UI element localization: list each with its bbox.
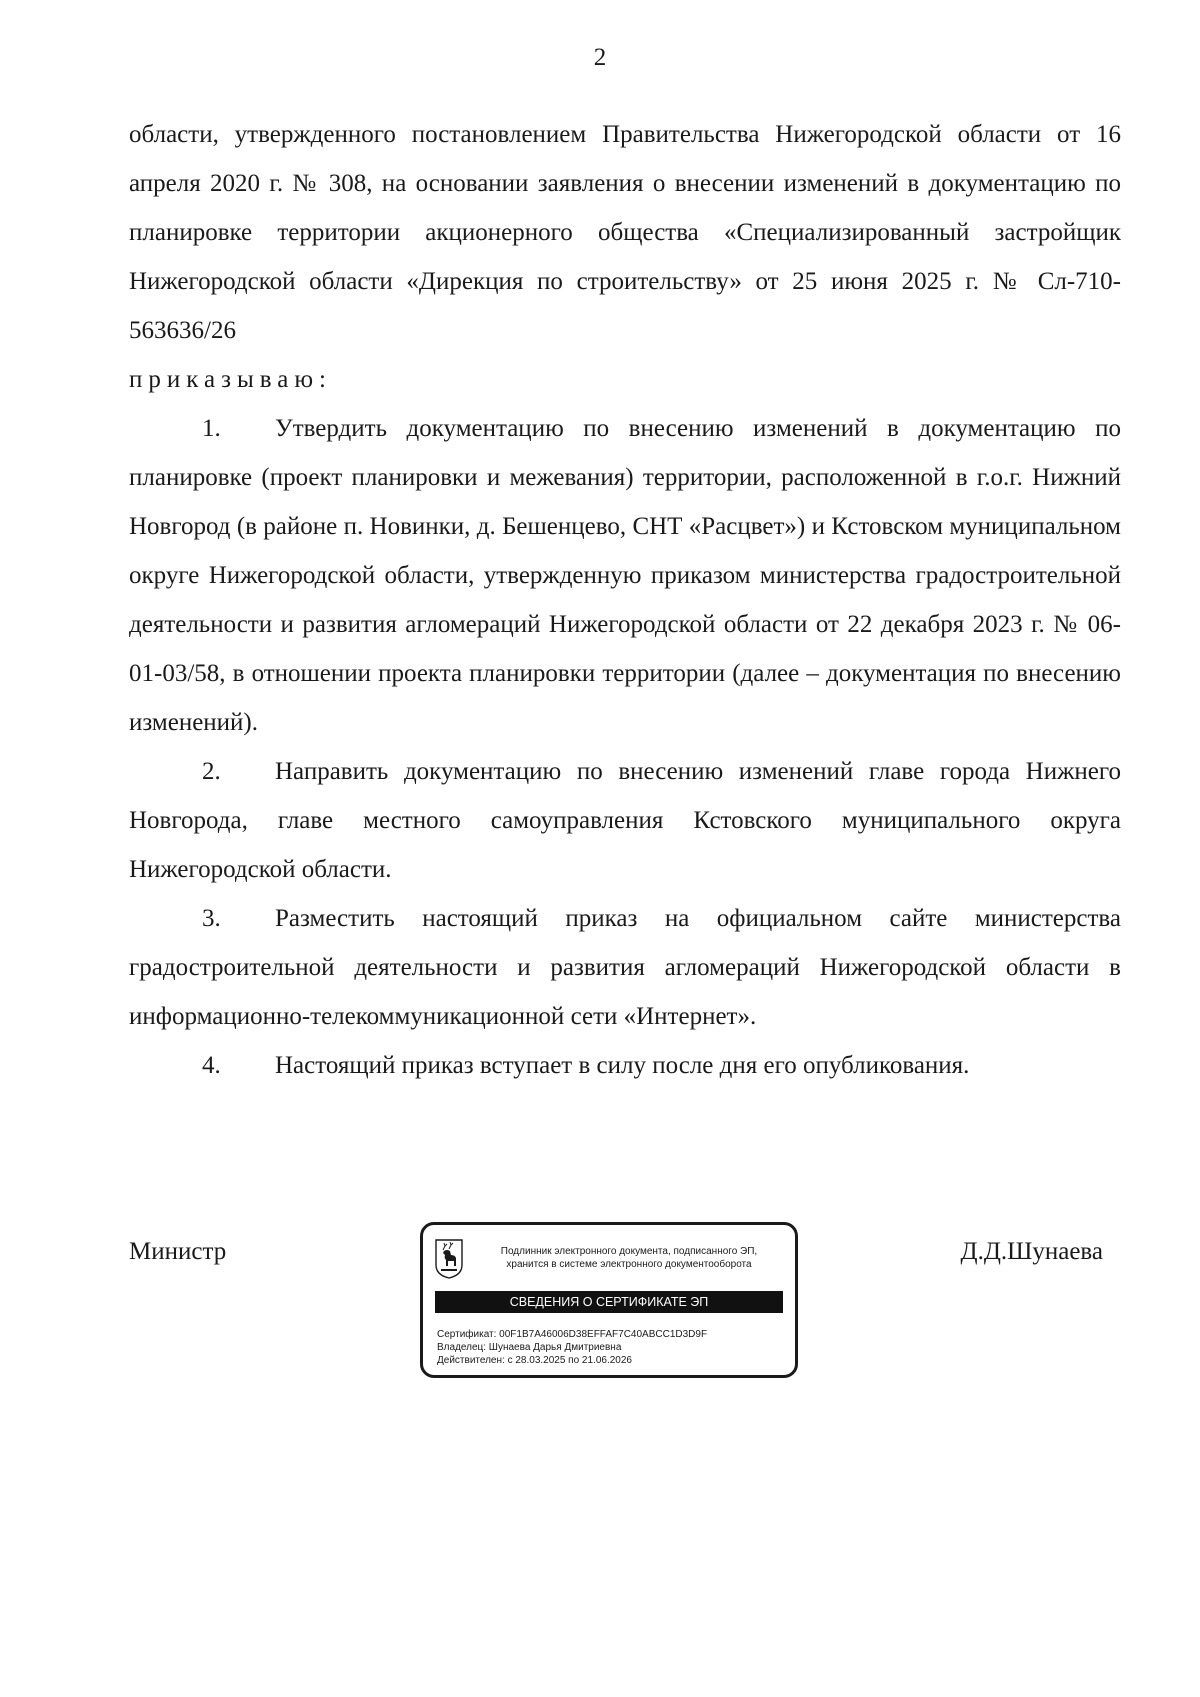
signatory-name: Д.Д.Шунаева (960, 1238, 1103, 1265)
intro-paragraph: области, утвержденного постановлением Правительства Нижегородской области от 16 апреля 2020 г. № 308, на основании заявления о внесении изменений в документацию по планировке территории акционерного общества «Специализированный застройщик Нижегородской области «Дирекция по строительству» от 25 июня 2025 г. № Сл-710-563636/26 (129, 121, 1121, 344)
page-number: 2 (593, 44, 607, 71)
signatory-title: Министр (129, 1238, 227, 1265)
order-item-text: Настоящий приказ вступает в силу после дня его опубликования. (275, 1052, 970, 1079)
certificate-details (437, 1328, 707, 1367)
order-item-3 (129, 894, 1121, 1041)
electronic-signature-stamp (420, 1222, 798, 1378)
stamp-notice: Подлинник электронного документа, подписанного ЭП, хранится в системе электронного документооборота (500, 1246, 758, 1270)
order-item-2 (129, 747, 1121, 894)
order-item-number: 3. (202, 905, 221, 932)
signature-block (129, 1222, 1121, 1382)
order-item-text: Разместить настоящий приказ на официальном сайте министерства градостроительной деятельности и развития агломераций Нижегородской области в информационно-телекоммуникационной сети «Интернет». (129, 905, 1121, 1030)
certificate-validity: Действителен: с 28.03.2025 по 21.06.2026 (437, 1355, 632, 1366)
order-item-number: 4. (202, 1052, 221, 1079)
order-item-number: 2. (202, 758, 221, 785)
certificate-owner: Владелец: Шунаева Дарья Дмитриевна (437, 1342, 622, 1353)
order-item-4 (129, 1041, 1121, 1090)
directive-word: приказываю: (129, 366, 332, 393)
order-item-1 (129, 404, 1121, 747)
order-item-text: Утвердить документацию по внесению изменений в документацию по планировке (проект планировки и межевания) территории, расположенной в г.о.г. Нижний Новгород (в районе п. Новинки, д. Бешенцево, СНТ «Расцвет») и Кстовском муниципальном округе Нижегородской области, утвержденную приказом министерства градостроительной деятельности и развития агломераций Нижегородской области от 22 декабря 2023 г. № 06-01-03/58, в отношении проекта планировки территории (далее – документация по внесению изменений). (129, 415, 1121, 736)
stamp-header: СВЕДЕНИЯ О СЕРТИФИКАТЕ ЭП (435, 1291, 783, 1313)
certificate-number: Сертификат: 00F1B7A46006D38EFFAF7C40ABCC1D3D9F (437, 1329, 708, 1340)
order-item-text: Направить документацию по внесению изменений главе города Нижнего Новгорода, главе местного самоуправления Кстовского муниципального округа Нижегородской области. (129, 758, 1121, 883)
nizhny-novgorod-deer-emblem-icon (435, 1239, 463, 1279)
document-body (129, 110, 1121, 1090)
order-item-number: 1. (202, 415, 221, 442)
